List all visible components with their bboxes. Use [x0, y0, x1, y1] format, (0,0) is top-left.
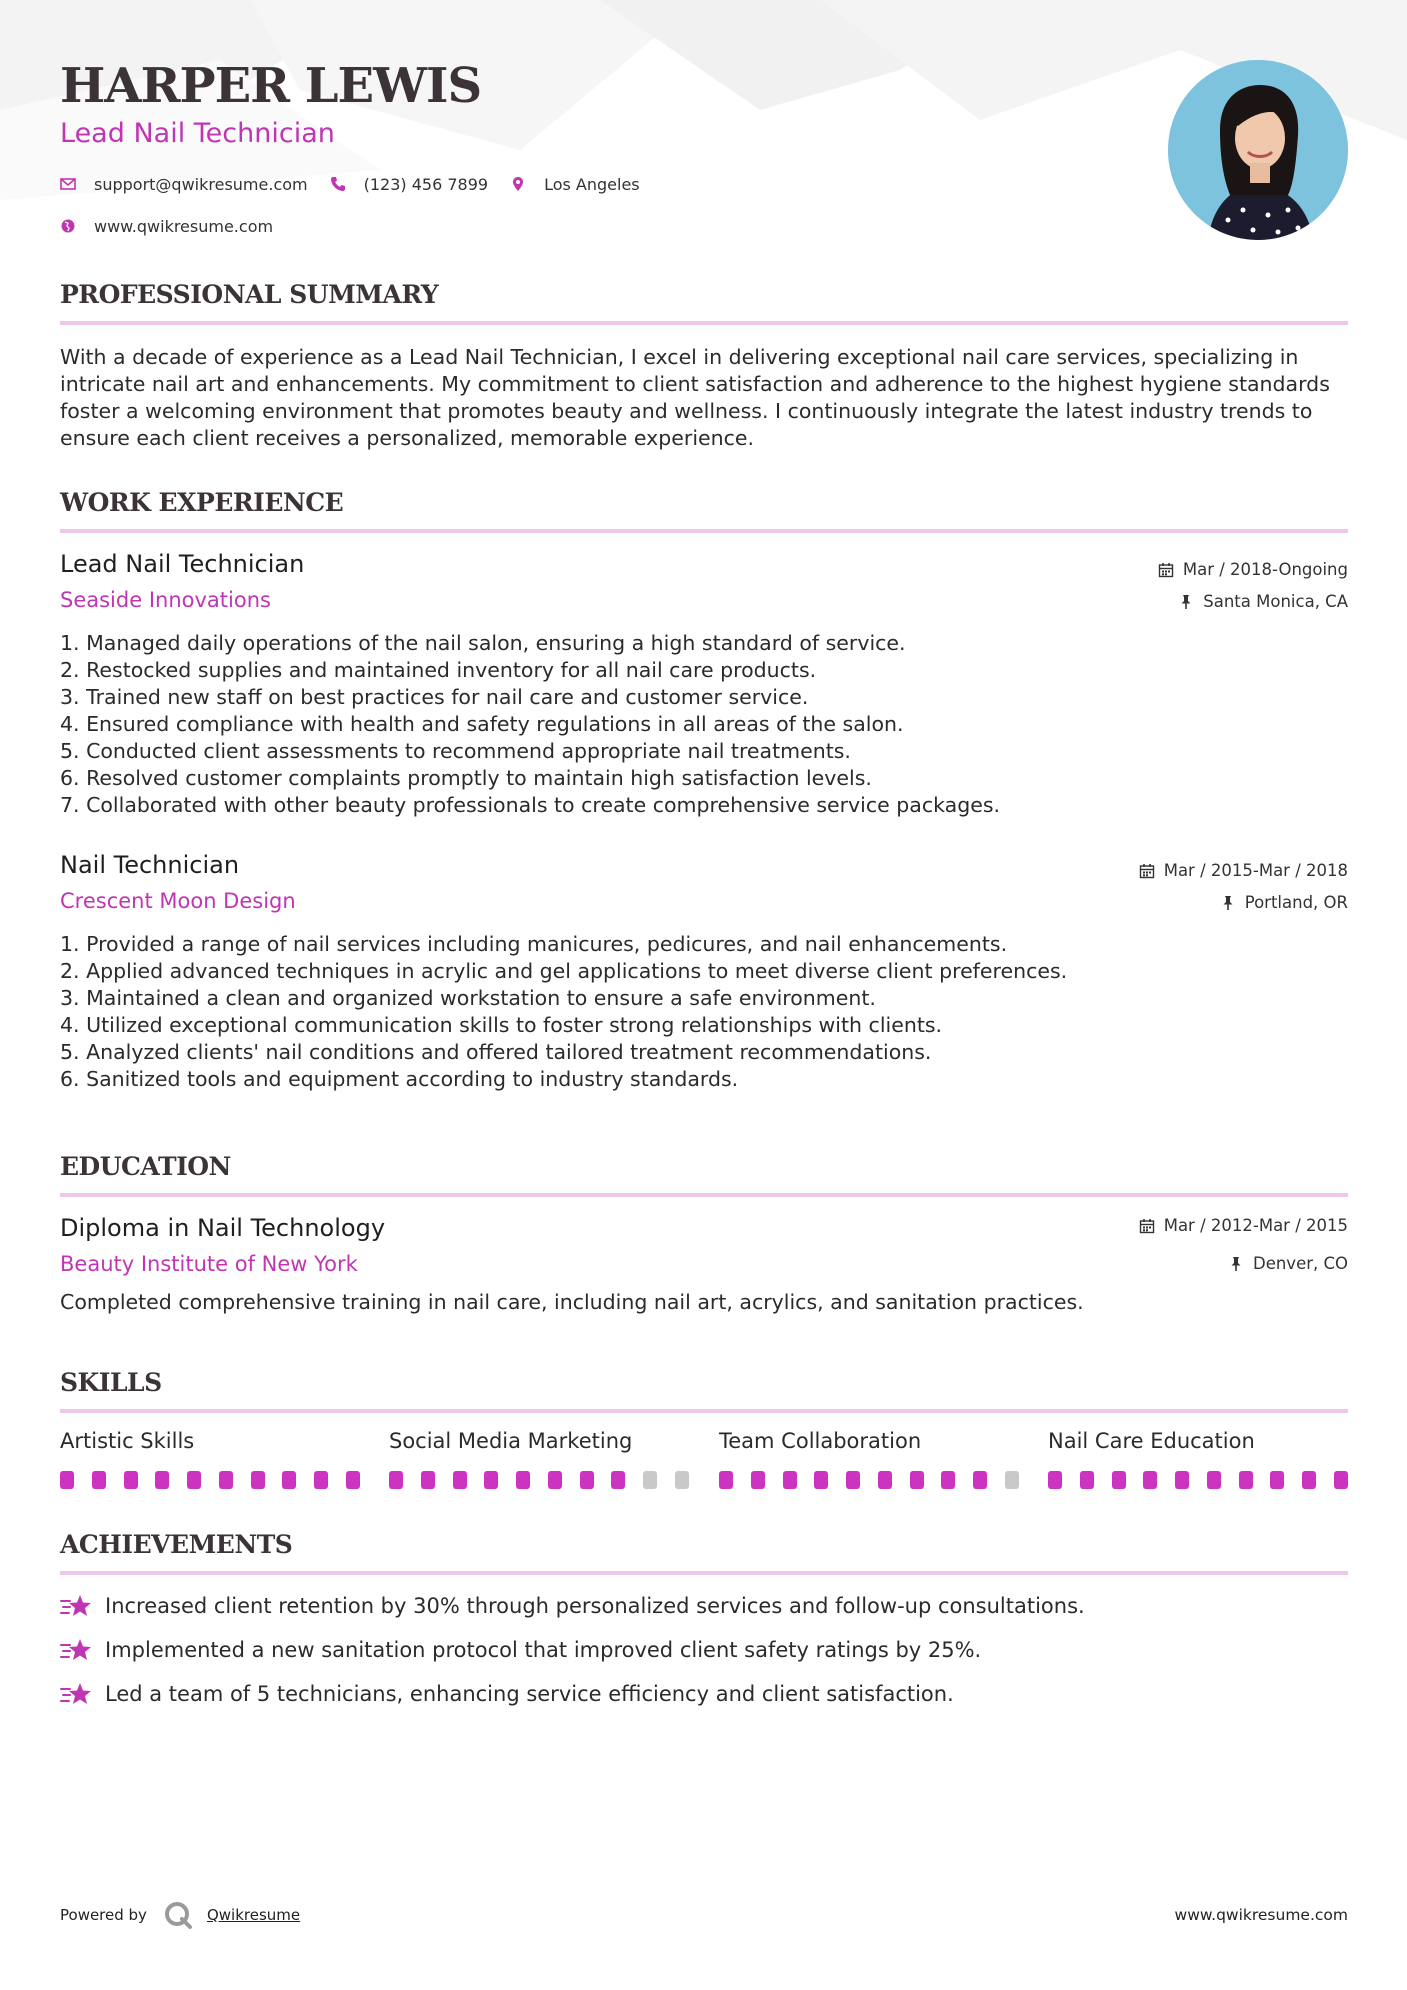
list-item: 2. Applied advanced techniques in acrylic and gel applications to meet diverse client preferences.: [60, 959, 1068, 983]
skill-dot-filled: [251, 1471, 265, 1489]
skill-dot-filled: [783, 1471, 797, 1489]
map-pin-icon: [510, 176, 526, 192]
calendar-icon: [1139, 1218, 1155, 1234]
skill-item: [389, 1429, 689, 1489]
skill-dot-filled: [1207, 1471, 1221, 1489]
skill-name: Team Collaboration: [719, 1429, 922, 1453]
list-item: 3. Trained new staff on best practices for nail care and customer service.: [60, 685, 809, 709]
skill-rating: [719, 1471, 1019, 1489]
skill-dot-filled: [314, 1471, 328, 1489]
skill-dot-filled: [1112, 1471, 1126, 1489]
contact-email[interactable]: [60, 175, 308, 194]
skill-dot-filled: [1175, 1471, 1189, 1489]
list-item: 4. Utilized exceptional communication skills to foster strong relationships with clients.: [60, 1013, 943, 1037]
summary-text: With a decade of experience as a Lead Nail Technician, I excel in delivering exceptional nail care services, specializing in intricate nail art and enhancements. My commitment to client satisfaction and adherence to the highest hygiene standards foster a welcoming environment that promotes beauty and wellness. I continuously integrate the latest industry trends to ensure each client receives a personalized, memorable experience.: [60, 345, 1330, 450]
pushpin-icon: [1220, 895, 1236, 911]
phone-icon: [330, 176, 346, 192]
skill-dot-filled: [751, 1471, 765, 1489]
skill-rating: [389, 1471, 689, 1489]
skill-dot-filled: [187, 1471, 201, 1489]
footer-website[interactable]: www.qwikresume.com: [1174, 1906, 1348, 1924]
skill-dot-filled: [580, 1471, 594, 1489]
skill-dot-empty: [675, 1471, 689, 1489]
education-location-text: Denver, CO: [1252, 1254, 1348, 1273]
skill-dot-filled: [846, 1471, 860, 1489]
company-name: Crescent Moon Design: [60, 889, 296, 913]
education-dates-text: Mar / 2012-Mar / 2015: [1163, 1216, 1348, 1235]
job-location-text: Santa Monica, CA: [1203, 592, 1348, 611]
skill-dot-filled: [421, 1471, 435, 1489]
skill-rating: [60, 1471, 360, 1489]
skill-dot-filled: [1334, 1471, 1348, 1489]
education-location: [1228, 1254, 1348, 1273]
achievement-item: [60, 1680, 954, 1708]
job-responsibilities: [60, 931, 1350, 1093]
list-item: 3. Maintained a clean and organized workstation to ensure a safe environment.: [60, 986, 876, 1010]
skill-dot-filled: [1143, 1471, 1157, 1489]
list-item: 1. Managed daily operations of the nail salon, ensuring a high standard of service.: [60, 631, 906, 655]
star-icon: [60, 1636, 92, 1664]
contact-location-text: Los Angeles: [544, 174, 640, 194]
skill-dot-filled: [719, 1471, 733, 1489]
skill-dot-filled: [516, 1471, 530, 1489]
job-location-text: Portland, OR: [1244, 893, 1348, 912]
skill-item: [1048, 1429, 1348, 1489]
candidate-name: HARPER LEWIS: [60, 58, 482, 114]
contact-phone[interactable]: [330, 175, 488, 194]
skill-dot-filled: [219, 1471, 233, 1489]
skill-dot-filled: [282, 1471, 296, 1489]
list-item: 4. Ensured compliance with health and safety regulations in all areas of the salon.: [60, 712, 904, 736]
skill-dot-empty: [643, 1471, 657, 1489]
skill-name: Artistic Skills: [60, 1429, 195, 1453]
job-responsibilities: [60, 630, 1350, 819]
list-item: 5. Conducted client assessments to recommend appropriate nail treatments.: [60, 739, 851, 763]
skill-dot-empty: [1005, 1471, 1019, 1489]
globe-icon: [60, 218, 76, 234]
list-item: 6. Resolved customer complaints promptly to maintain high satisfaction levels.: [60, 766, 872, 790]
list-item: 6. Sanitized tools and equipment according to industry standards.: [60, 1067, 739, 1091]
achievement-text: Led a team of 5 technicians, enhancing service efficiency and client satisfaction.: [105, 1682, 954, 1706]
powered-by-label: Powered by: [60, 1906, 147, 1924]
contact-phone-text: (123) 456 7899: [363, 174, 489, 194]
education-dates: [1139, 1216, 1348, 1235]
candidate-role: Lead Nail Technician: [60, 118, 335, 149]
section-title-summary: PROFESSIONAL SUMMARY: [60, 280, 439, 309]
skill-item: [60, 1429, 360, 1489]
envelope-icon: [60, 176, 76, 192]
contact-website-text: www.qwikresume.com: [94, 216, 274, 236]
skill-dot-filled: [941, 1471, 955, 1489]
calendar-icon: [1158, 562, 1174, 578]
skill-dot-filled: [484, 1471, 498, 1489]
job-title: Nail Technician: [60, 851, 240, 879]
skill-dot-filled: [1239, 1471, 1253, 1489]
job-dates-text: Mar / 2018-Ongoing: [1182, 560, 1348, 579]
skill-dot-filled: [346, 1471, 360, 1489]
website-row: [60, 213, 295, 239]
qwikresume-link[interactable]: Qwikresume: [206, 1906, 301, 1924]
contact-row: [60, 171, 662, 197]
pushpin-icon: [1178, 594, 1194, 610]
skill-dot-filled: [910, 1471, 924, 1489]
job-dates: [1139, 861, 1348, 880]
skill-dot-filled: [453, 1471, 467, 1489]
skill-name: Social Media Marketing: [389, 1429, 633, 1453]
company-name: Seaside Innovations: [60, 588, 271, 612]
job-location: [1178, 592, 1348, 611]
skill-dot-filled: [814, 1471, 828, 1489]
education-description: Completed comprehensive training in nail care, including nail art, acrylics, and sanitation practices.: [60, 1290, 1084, 1314]
section-divider: [60, 1409, 1348, 1413]
achievement-item: [60, 1636, 981, 1664]
contact-location: [510, 175, 640, 194]
skill-item: [719, 1429, 1019, 1489]
section-title-experience: WORK EXPERIENCE: [60, 488, 344, 517]
section-divider: [60, 321, 1348, 325]
skill-rating: [1048, 1471, 1348, 1489]
skill-dot-filled: [1048, 1471, 1062, 1489]
skill-dot-filled: [1080, 1471, 1094, 1489]
list-item: 7. Collaborated with other beauty professionals to create comprehensive service packages.: [60, 793, 1001, 817]
achievement-text: Implemented a new sanitation protocol that improved client safety ratings by 25%.: [105, 1638, 982, 1662]
section-title-skills: SKILLS: [60, 1368, 162, 1397]
qwikresume-logo-icon: [163, 1900, 193, 1930]
profile-photo: [1168, 60, 1348, 240]
skill-dot-filled: [878, 1471, 892, 1489]
star-icon: [60, 1680, 92, 1708]
contact-email-text: support@qwikresume.com: [94, 174, 308, 194]
section-title-education: EDUCATION: [60, 1152, 231, 1181]
achievement-text: Increased client retention by 30% through personalized services and follow-up consultations.: [105, 1594, 1085, 1618]
skill-dot-filled: [389, 1471, 403, 1489]
pushpin-icon: [1228, 1256, 1244, 1272]
skill-dot-filled: [973, 1471, 987, 1489]
list-item: 5. Analyzed clients' nail conditions and offered tailored treatment recommendations.: [60, 1040, 932, 1064]
school-name: Beauty Institute of New York: [60, 1252, 358, 1276]
skill-name: Nail Care Education: [1048, 1429, 1255, 1453]
degree-title: Diploma in Nail Technology: [60, 1214, 386, 1242]
section-divider: [60, 1571, 1348, 1575]
section-divider: [60, 1193, 1348, 1197]
star-icon: [60, 1592, 92, 1620]
footer-powered-by: [60, 1900, 300, 1930]
section-divider: [60, 529, 1348, 533]
skill-dot-filled: [124, 1471, 138, 1489]
skill-dot-filled: [60, 1471, 74, 1489]
job-dates: [1158, 560, 1348, 579]
achievement-item: [60, 1592, 1085, 1620]
contact-website[interactable]: [60, 217, 273, 236]
list-item: 2. Restocked supplies and maintained inventory for all nail care products.: [60, 658, 817, 682]
job-dates-text: Mar / 2015-Mar / 2018: [1163, 861, 1348, 880]
skill-dot-filled: [1270, 1471, 1284, 1489]
section-title-achievements: ACHIEVEMENTS: [60, 1530, 293, 1559]
job-location: [1220, 893, 1348, 912]
skill-dot-filled: [92, 1471, 106, 1489]
calendar-icon: [1139, 863, 1155, 879]
list-item: 1. Provided a range of nail services including manicures, pedicures, and nail enhancements.: [60, 932, 1008, 956]
skill-dot-filled: [611, 1471, 625, 1489]
skill-dot-filled: [1302, 1471, 1316, 1489]
job-title: Lead Nail Technician: [60, 550, 305, 578]
skill-dot-filled: [155, 1471, 169, 1489]
skill-dot-filled: [548, 1471, 562, 1489]
